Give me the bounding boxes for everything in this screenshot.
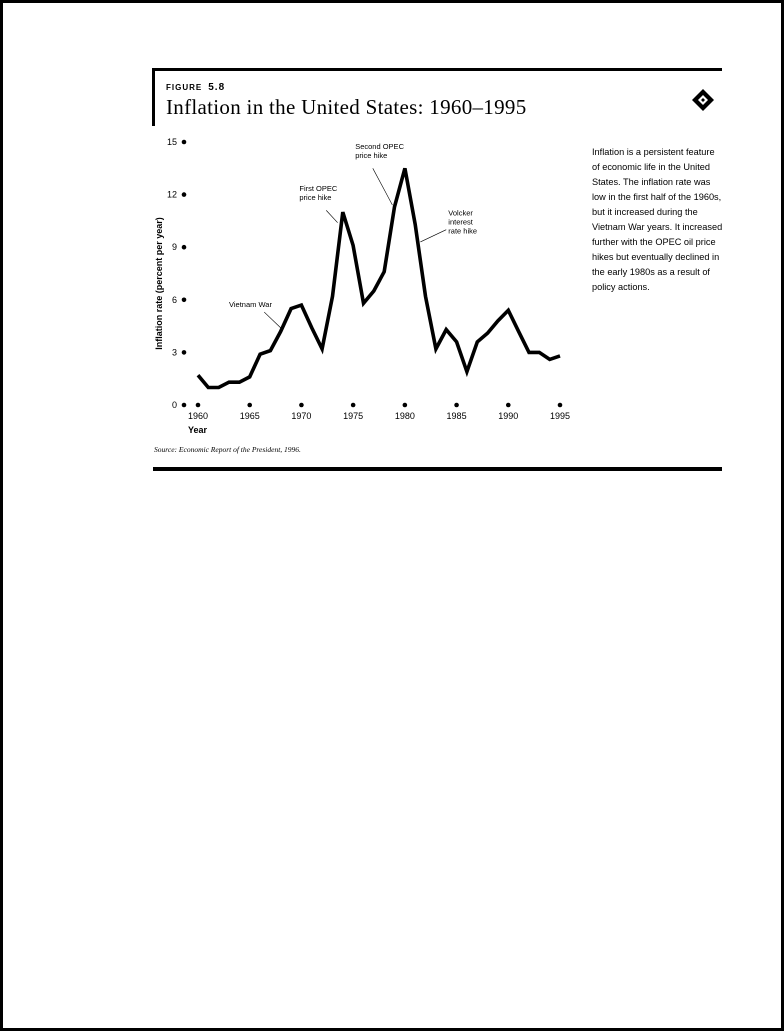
leader-line-second-opec — [373, 168, 393, 205]
y-tick-mark — [182, 245, 187, 250]
figure-caption: Inflation is a persistent feature of economic life in the United States. The inflation rate was low in the first half of the 1960s, but it increased during the Vietnam War years. It increased further with the OPEC oil price hikes but eventually declined in the early 1980s as a result of policy actions. — [592, 147, 723, 292]
figure-label-text: FIGURE — [166, 83, 203, 92]
leader-line-volcker — [420, 230, 446, 242]
inflation-line-chart — [150, 136, 580, 456]
y-tick-label: 6 — [171, 294, 177, 305]
annotation-vietnam-war: Vietnam War — [229, 299, 272, 309]
leader-line-first-opec — [326, 210, 337, 222]
y-tick-label: 12 — [166, 189, 177, 200]
y-tick-label: 15 — [166, 137, 177, 147]
y-tick-mark — [182, 140, 187, 145]
bottom-rule — [153, 467, 722, 471]
x-tick-label: 1970 — [291, 411, 312, 421]
x-tick-label: 1980 — [394, 411, 415, 421]
figure-label — [166, 82, 225, 93]
leader-line-vietnam-war — [264, 312, 281, 328]
x-tick-mark — [299, 403, 304, 408]
y-tick-label: 0 — [171, 400, 177, 410]
y-tick-mark — [182, 298, 187, 303]
y-tick-mark — [182, 350, 187, 355]
x-tick-label: 1960 — [187, 411, 209, 421]
x-tick-label: 1965 — [239, 411, 260, 421]
x-axis-title: Year — [188, 425, 208, 435]
x-tick-mark — [454, 403, 459, 408]
inflation-series-line — [198, 168, 560, 387]
figure-title: Inflation in the United States: 1960–1995 — [166, 95, 527, 119]
y-tick-label: 3 — [171, 347, 177, 358]
x-tick-label: 1985 — [446, 411, 467, 421]
figure-number: 5.8 — [208, 82, 226, 93]
annotation-volcker: Volcker interest rate hike — [448, 208, 478, 236]
y-axis-title: Inflation rate (percent per year) — [154, 217, 164, 350]
x-tick-label: 1995 — [549, 411, 571, 421]
annotation-first-opec: First OPEC price hike — [299, 184, 338, 203]
y-tick-label: 9 — [171, 242, 177, 253]
x-tick-mark — [247, 403, 252, 408]
y-tick-mark — [182, 403, 187, 408]
x-tick-label: 1975 — [343, 411, 364, 421]
x-tick-mark — [558, 403, 563, 408]
x-tick-label: 1990 — [498, 411, 519, 421]
x-tick-mark — [506, 403, 511, 408]
x-tick-mark — [403, 403, 408, 408]
y-tick-mark — [182, 192, 187, 197]
diamond-icon — [692, 89, 714, 111]
annotation-second-opec: Second OPEC price hike — [355, 142, 404, 161]
source-note: Source: Economic Report of the President, 1996. — [154, 445, 301, 454]
x-tick-mark — [351, 403, 356, 408]
x-tick-mark — [196, 403, 201, 408]
